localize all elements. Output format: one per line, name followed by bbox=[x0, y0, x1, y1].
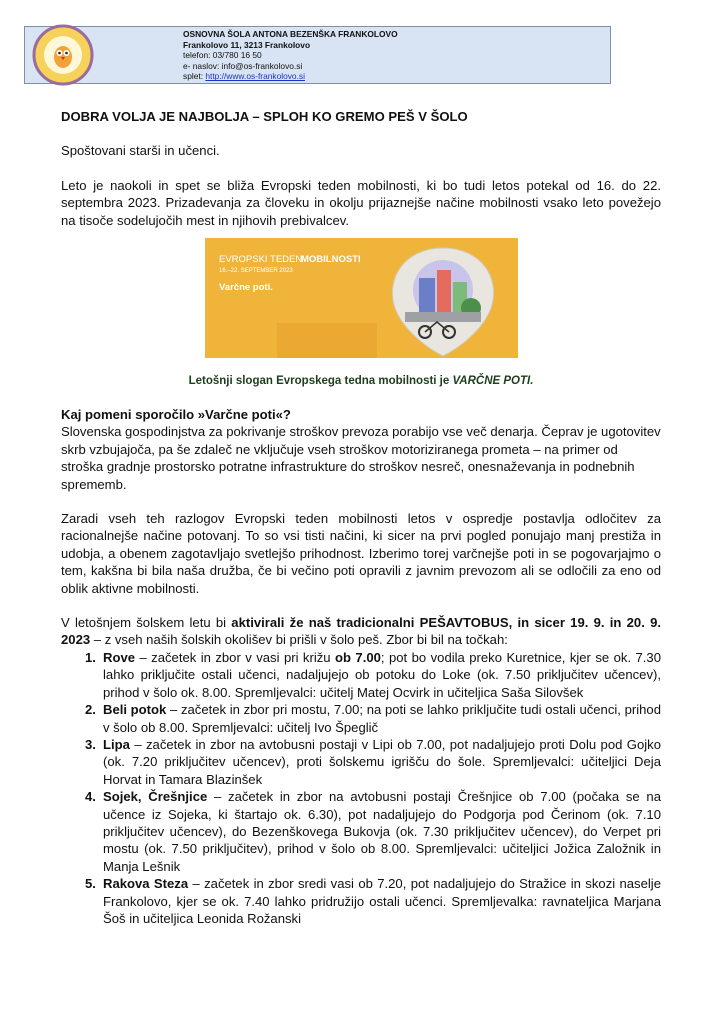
web-label: splet: bbox=[183, 71, 206, 82]
main-section bbox=[61, 406, 661, 927]
route-number: 4. bbox=[85, 789, 96, 805]
mobility-week-banner bbox=[205, 238, 518, 358]
paragraph-pesavtobus bbox=[61, 614, 661, 649]
school-web bbox=[183, 71, 398, 82]
page-title: DOBRA VOLJA JE NAJBOLJA – SPLOH KO GREMO PEŠ V ŠOLO bbox=[61, 109, 468, 124]
route-name: Sojek, Črešnjice bbox=[103, 789, 208, 805]
web-link[interactable]: http://www.os-frankolovo.si bbox=[205, 71, 305, 82]
route-time-bold: ob 7.00 bbox=[335, 649, 381, 665]
route-name: Beli potok bbox=[103, 702, 167, 718]
banner-line1: EVROPSKI TEDEN bbox=[219, 254, 303, 265]
intro-paragraph: Leto je naokoli in spet se bliža Evropski teden mobilnosti, ki bo tudi letos potekal od 16. do 22. septembra 2023. Prizadevanja za človeku in okolju prijaznejše načine mobilnosti vsako leto povežejo na tisoče sodelujočih mest in njihovih prebivalcev. bbox=[61, 177, 661, 228]
route-desc-a: – začetek in zbor sredi vasi ob 7.20, pot nadaljujejo do Stražice in skozi naselje Frankolovo, kjer se ok. 7.40 lahko pridružijo ostali učenci. Spremljevalka: ravnateljica Marjana Šoš in učiteljica Leonida Rožanski bbox=[103, 876, 661, 926]
route-name: Rakova Steza bbox=[103, 876, 189, 892]
list-item bbox=[61, 736, 661, 788]
p3-c: – z vseh naših šolskih okolišev bi prišli v šolo peš. Zbor bi bil na točkah: bbox=[90, 632, 508, 648]
school-name: OSNOVNA ŠOLA ANTONA BEZENŠKA FRANKOLOVO bbox=[183, 29, 398, 39]
letterhead bbox=[24, 26, 611, 84]
school-logo bbox=[31, 19, 95, 89]
paragraph-reasons: Zaradi vseh teh razlogov Evropski teden mobilnosti letos v ospredje postavlja odločitev za racionalnejše načine potovanj. To so vsi tisti načini, ki sicer na prvi pogled ponujajo manj prestiža in udobja, a obenem zagotavljajo svetlejšo prihodnost. Izberimo torej varčnejše poti in se pogovarjajmo o tem, kakšna bi bila naša družba, če bi večino poti opravili z javnim prevozom ali se odločili za eno od oblik aktivne mobilnosti. bbox=[61, 511, 661, 596]
route-number: 1. bbox=[85, 649, 96, 665]
list-item bbox=[61, 788, 661, 875]
route-desc-a: – začetek in zbor v vasi pri križu bbox=[135, 649, 335, 665]
school-contact-block bbox=[183, 29, 398, 82]
school-email: e- naslov: info@os-frankolovo.si bbox=[183, 60, 303, 71]
letter-body bbox=[61, 108, 662, 926]
route-number: 5. bbox=[85, 876, 96, 892]
banner-caption bbox=[61, 373, 661, 390]
school-phone: telefon: 03/780 16 50 bbox=[183, 50, 262, 61]
p3-a: V letošnjem šolskem letu bi bbox=[61, 615, 232, 631]
route-name: Lipa bbox=[103, 736, 130, 752]
route-name: Rove bbox=[103, 649, 136, 665]
caption-text: Letošnji slogan Evropskega tedna mobilnosti je bbox=[188, 375, 453, 387]
route-desc-c: ; pot bo vodila preko Kuretnice, kjer se ok. 7.30 lahko priključite ostali učenci, nadaljujejo ob potoku do Loke (ok. 7.50 priključitev učencev), prihod v šolo ok. 8.00. Spremljevalci: učitelj Matej Ocvirk in učiteljica Saša Silovšek bbox=[103, 649, 661, 700]
banner-line1-bold: MOBILNOSTI bbox=[301, 254, 361, 265]
list-item bbox=[61, 649, 661, 701]
greeting: Spoštovani starši in učenci. bbox=[61, 143, 220, 159]
route-desc-a: – začetek in zbor na avtobusni postaji Črešnjice ob 7.00 (počaka se na učence iz Sojeka, ki štartajo ok. 6.30), pot nadaljujejo do Podgorja pod Čerinom (ok. 7.10 priključitev učencev), do Bezenškovega Bukovja (ok. 7.30 priključitev učencev), do Verpet pri mostu (ok. 7.50 priključitev), prihod v šolo ob 8.00. Spremljevalci: učiteljici Jožica Založnik in Manja Lešnik bbox=[103, 789, 661, 874]
list-item bbox=[61, 701, 661, 736]
route-desc-a: – začetek in zbor pri mostu, 7.00; na poti se lahko priključite tudi ostali učenci, prihod v šolo ob 8.00. Spremljevalci: učitelj Ivo Špeglič bbox=[103, 702, 662, 735]
route-desc-a: – začetek in zbor na avtobusni postaji v Lipi ob 7.00, pot nadaljujejo proti Dolu pod Gojko (ok. 7.20 priključitev učencev), proti šolskemu igrišču do šole. Spremljevalci: učiteljici Deja Horvat in Tamara Blazinšek bbox=[103, 736, 661, 787]
route-list bbox=[61, 649, 661, 928]
banner-dates: 16.–22. SEPTEMBER 2023 bbox=[219, 268, 293, 274]
school-address: Frankolovo 11, 3213 Frankolovo bbox=[183, 39, 311, 50]
p3-bold: aktivirali že naš tradicionalni PEŠAVTOBUS, in sicer 19. 9. in 20. 9. 2023 bbox=[61, 615, 661, 648]
list-item bbox=[61, 875, 661, 927]
banner-illustration bbox=[205, 238, 518, 358]
paragraph-costs: Slovenska gospodinjstva za pokrivanje stroškov prevoza porabijo vse več denarja. Čeprav je ugotovitev skrb vzbujajoča, pa še zdaleč ne vključuje vseh stroškov motoriziranega prometa – na primer od stroška gradnje prostorsko potratne infrastrukture do stroškov nesreč, onesnaževanja in podnebnih sprememb. bbox=[61, 424, 661, 492]
section-title: Kaj pomeni sporočilo »Varčne poti«? bbox=[61, 407, 291, 422]
route-number: 2. bbox=[85, 702, 96, 718]
banner-slogan: Varčne poti. bbox=[219, 282, 273, 293]
route-number: 3. bbox=[85, 736, 96, 752]
caption-emphasis: VARČNE POTI. bbox=[452, 375, 534, 387]
